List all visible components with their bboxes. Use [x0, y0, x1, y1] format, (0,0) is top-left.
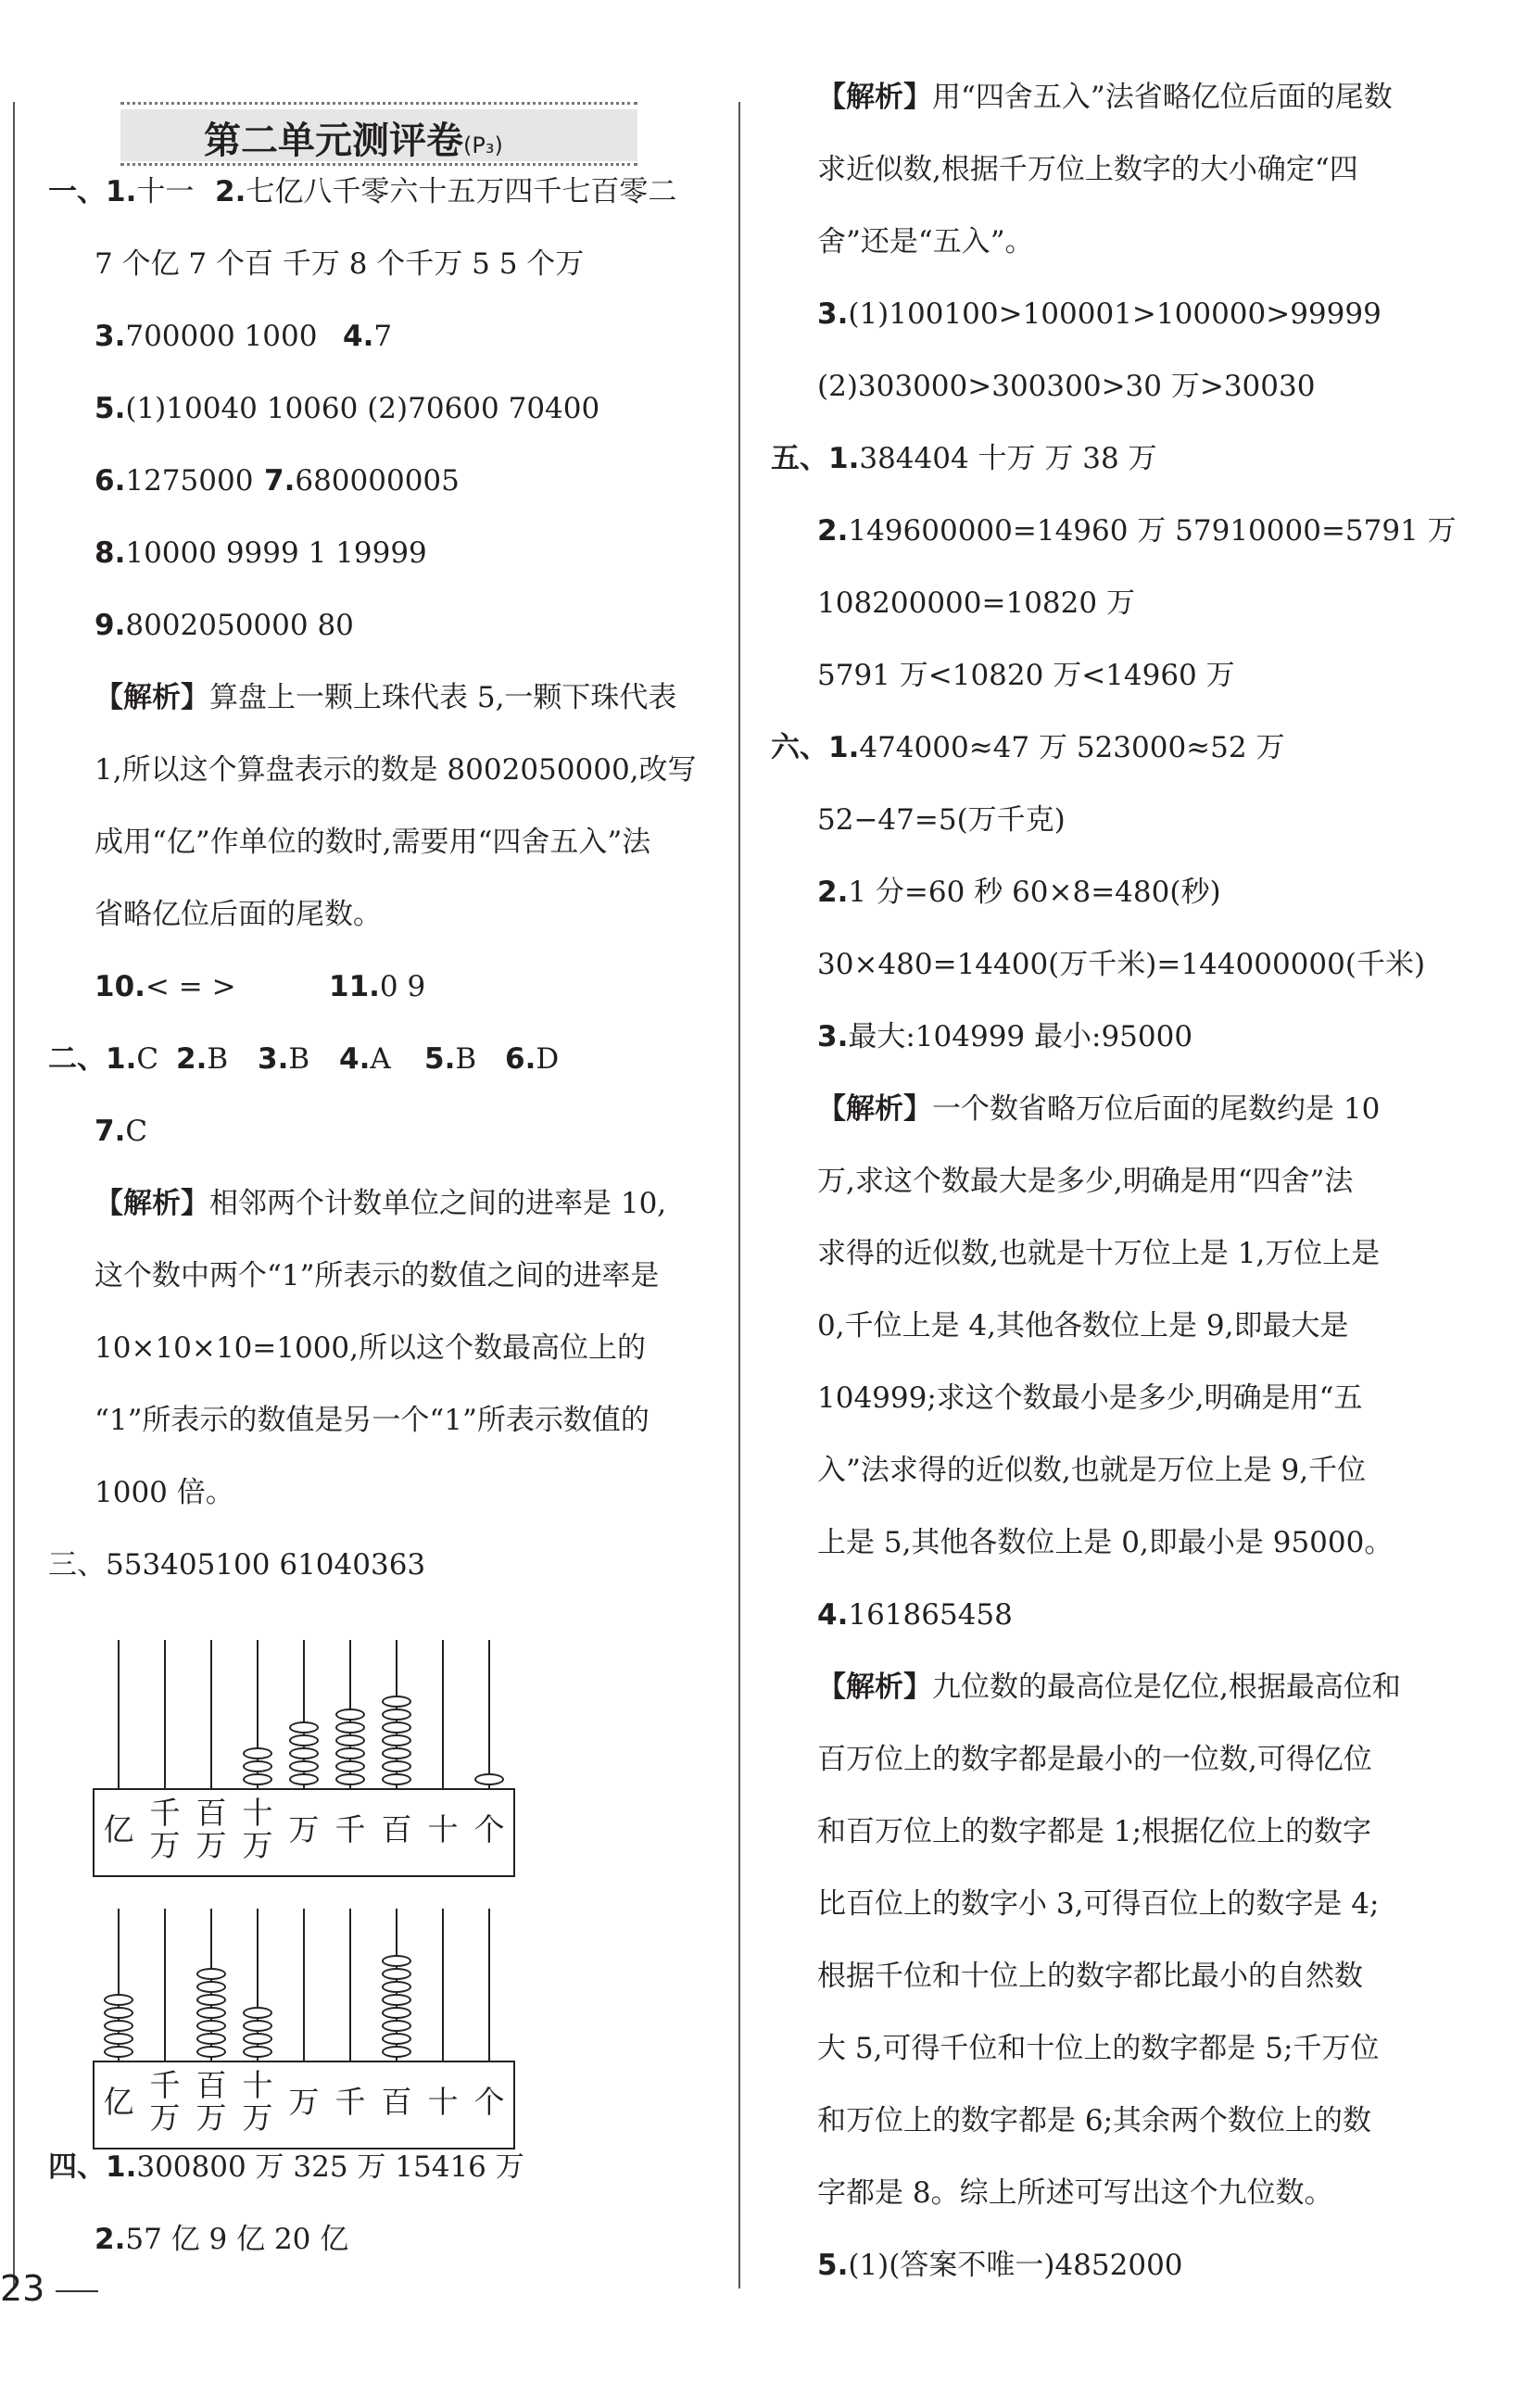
abacus-rod	[488, 1640, 490, 1788]
right-line	[817, 83, 1393, 112]
left-line	[95, 1187, 667, 1220]
line-text: “1”所表示的数值是另一个“1”所表示数值的	[95, 1404, 650, 1437]
line-text: B	[207, 1042, 229, 1076]
line-text: 149600000=14960 万 57910000=5791 万	[848, 514, 1457, 548]
abacus-bead	[196, 1994, 226, 2006]
line-text: 和万位上的数字都是 6;其余两个数位上的数	[817, 2104, 1372, 2137]
line-text: 104999;求这个数最小是多少,明确是用“五	[817, 1381, 1363, 1415]
abacus-bead	[382, 2046, 411, 2058]
abacus-rod	[210, 1640, 212, 1788]
item-number: 7.	[264, 464, 296, 498]
left-line	[95, 898, 382, 931]
item-number: 11.	[329, 970, 380, 1003]
title-sub: (P₃)	[463, 132, 503, 158]
line-text: 求近似数,根据千万位上数字的大小确定“四	[817, 153, 1358, 186]
item-number: 3.	[817, 297, 849, 331]
abacus-bead	[382, 1747, 411, 1759]
line-text: 384404 十万 万 38 万	[859, 442, 1157, 475]
right-line	[817, 1670, 1401, 1704]
place-value-label: 个	[473, 1811, 505, 1847]
line-text: 字都是 8。综上所述可写出这个九位数。	[817, 2176, 1333, 2210]
place-value-label: 百	[381, 1811, 412, 1847]
line-text: 万,求这个数最大是多少,明确是用“四舍”法	[817, 1165, 1354, 1198]
item-number: 六、1.	[771, 731, 860, 764]
right-line	[817, 153, 1358, 186]
line-text: 比百位上的数字小 3,可得百位上的数字是 4;	[817, 1887, 1380, 1921]
line-text: 108200000=10820 万	[817, 586, 1135, 620]
column-divider	[738, 102, 740, 2288]
right-line	[817, 1815, 1372, 1848]
left-line	[95, 322, 317, 351]
left-line	[95, 753, 697, 787]
abacus-rod	[118, 1640, 120, 1788]
line-text: 成用“亿”作单位的数时,需要用“四舍五入”法	[95, 826, 651, 859]
right-line	[817, 1167, 1353, 1196]
item-number: 7.	[95, 1115, 126, 1148]
line-text: B	[288, 1042, 310, 1076]
left-line	[95, 2225, 348, 2254]
line-text: 1,所以这个算盘表示的数是 8002050000,改写	[95, 753, 697, 787]
line-text: 161865458	[848, 1598, 1013, 1632]
abacus-rod	[303, 1909, 305, 2061]
right-line	[817, 2176, 1333, 2210]
abacus-bead	[289, 1747, 319, 1759]
item-number: 6.	[505, 1042, 536, 1076]
left-line	[95, 1259, 660, 1292]
item-number: 5.	[817, 2249, 849, 2282]
right-line	[817, 514, 1457, 548]
line-text: 上是 5,其他各数位上是 0,即最小是 95000。	[817, 1526, 1394, 1559]
abacus-rod	[164, 1640, 166, 1788]
line-text: 700000 1000	[125, 320, 318, 353]
line-text: 7	[373, 320, 393, 353]
line-text: 1275000	[125, 464, 254, 498]
abacus-bead	[289, 1721, 319, 1734]
abacus-bead	[289, 1734, 319, 1746]
item-number: 二、1.	[48, 1042, 137, 1076]
item-number: 3.	[817, 1020, 849, 1053]
abacus-bead	[243, 2007, 272, 2019]
abacus-bead	[243, 1773, 272, 1785]
page-number: 23	[0, 2268, 45, 2309]
abacus-bead	[289, 1773, 319, 1785]
abacus-bead	[335, 1708, 365, 1721]
abacus-rod	[442, 1640, 444, 1788]
abacus-bead	[104, 1994, 133, 2006]
abacus-bead	[382, 2020, 411, 2032]
abacus-bead	[382, 1773, 411, 1785]
item-number: 2.	[176, 1042, 208, 1076]
right-line	[817, 1962, 1363, 1991]
analysis-tag: 【解析】	[95, 681, 209, 714]
item-number: 6.	[95, 464, 126, 498]
right-line	[817, 372, 1315, 401]
right-line	[817, 803, 1066, 837]
place-value-label: 万	[288, 1811, 320, 1847]
left-line	[48, 1548, 426, 1582]
line-text: 5791 万<10820 万<14960 万	[817, 659, 1235, 692]
abacus-bead	[196, 2046, 226, 2058]
left-line	[339, 1042, 391, 1076]
place-value-label: 百万	[196, 1795, 227, 1863]
line-text: (1)100100>100001>100000>99999	[848, 297, 1382, 331]
line-text: 0,千位上是 4,其他各数位上是 9,即最大是	[817, 1309, 1349, 1343]
left-line	[95, 1331, 647, 1365]
right-line	[817, 2104, 1372, 2137]
line-text: 1 分=60 秒 60×8=480(秒)	[848, 876, 1221, 909]
left-line	[95, 611, 354, 640]
abacus-bead	[196, 2020, 226, 2032]
abacus-bead	[243, 2020, 272, 2032]
line-text: B	[455, 1042, 477, 1076]
right-line	[817, 586, 1135, 620]
abacus-bead	[243, 1760, 272, 1772]
line-text: 求得的近似数,也就是十万位上是 1,万位上是	[817, 1237, 1381, 1270]
abacus-bead	[382, 1994, 411, 2006]
left-line	[95, 464, 254, 498]
abacus-bead	[335, 1747, 365, 1759]
item-number: 2.	[817, 514, 849, 548]
item-number: 4.	[817, 1598, 849, 1632]
place-value-label: 千	[334, 1811, 366, 1847]
line-text: 这个数中两个“1”所表示的数值之间的进率是	[95, 1259, 660, 1292]
line-text: 省略亿位后面的尾数。	[95, 898, 382, 931]
line-text: 大 5,可得千位和十位上的数字都是 5;千万位	[817, 2032, 1380, 2065]
abacus-bead	[104, 2033, 133, 2045]
line-text: 相邻两个计数单位之间的进率是 10,	[209, 1187, 667, 1220]
abacus-bead	[382, 1955, 411, 1967]
place-value-label: 百万	[196, 2067, 227, 2136]
line-text: 10×10×10=1000,所以这个数最高位上的	[95, 1331, 647, 1365]
place-value-label: 十	[427, 2084, 459, 2120]
abacus-rod	[349, 1909, 351, 2061]
line-text: 300800 万 325 万 15416 万	[136, 2150, 524, 2184]
page-number-dash	[56, 2290, 98, 2292]
line-text: 百万位上的数字都是最小的一位数,可得亿位	[817, 1743, 1372, 1776]
right-line	[817, 2251, 1183, 2280]
left-line	[95, 970, 236, 1003]
right-line	[817, 1381, 1363, 1415]
line-text: C	[136, 1042, 159, 1076]
abacus-bead	[382, 1734, 411, 1746]
place-value-label: 万	[288, 2084, 320, 2120]
line-text: 0 9	[379, 970, 426, 1003]
abacus-bead	[382, 1968, 411, 1980]
item-number: 四、1.	[48, 2150, 137, 2184]
place-value-label: 百	[381, 2084, 412, 2120]
abacus-bead	[382, 1708, 411, 1721]
line-text: A	[370, 1042, 391, 1076]
left-line	[343, 322, 392, 351]
abacus-bead	[243, 2046, 272, 2058]
abacus-bead	[382, 1760, 411, 1772]
right-line	[817, 659, 1235, 692]
place-value-label: 千万	[149, 2067, 181, 2136]
left-line	[329, 970, 426, 1003]
line-text: < = >	[145, 970, 236, 1003]
abacus-bead	[196, 2007, 226, 2019]
line-text: 1000 倍。	[95, 1476, 234, 1509]
abacus-bead	[335, 1721, 365, 1734]
item-number: 3.	[95, 320, 126, 353]
left-line	[95, 681, 677, 714]
abacus-bead	[474, 1773, 504, 1785]
left-line	[258, 1042, 310, 1076]
left-line	[215, 175, 677, 208]
place-value-label: 亿	[103, 1811, 134, 1847]
line-text: 10000 9999 1 19999	[125, 536, 427, 570]
right-line	[817, 1092, 1381, 1126]
line-text: 最大:104999 最小:95000	[848, 1020, 1193, 1053]
right-line	[817, 1887, 1380, 1921]
item-number: 10.	[95, 970, 145, 1003]
left-line	[48, 1042, 159, 1076]
section-title	[120, 102, 637, 165]
line-text: 舍”还是“五入”。	[817, 225, 1034, 258]
right-line	[817, 2032, 1380, 2065]
abacus-bead	[243, 2033, 272, 2045]
right-line	[817, 1456, 1366, 1485]
analysis-tag: 【解析】	[817, 81, 932, 114]
item-number: 五、1.	[771, 442, 860, 475]
line-text: 用“四舍五入”法省略亿位后面的尾数	[932, 81, 1393, 114]
abacus-bead	[382, 1981, 411, 1993]
left-line	[95, 1476, 234, 1509]
line-text: 57 亿 9 亿 20 亿	[125, 2223, 349, 2256]
abacus-rod	[164, 1909, 166, 2061]
right-line	[817, 878, 1221, 907]
item-number: 4.	[343, 320, 374, 353]
place-value-label: 千	[334, 2084, 366, 2120]
left-line	[505, 1042, 560, 1076]
left-margin-rule	[13, 102, 15, 2288]
item-number: 3.	[258, 1042, 289, 1076]
item-number: 9.	[95, 609, 126, 642]
left-line	[95, 828, 650, 857]
place-value-label: 个	[473, 2084, 505, 2120]
abacus-bead	[335, 1760, 365, 1772]
analysis-tag: 【解析】	[817, 1092, 932, 1126]
item-number: 5.	[95, 392, 126, 425]
right-line	[817, 948, 1426, 981]
right-line	[817, 1309, 1349, 1343]
line-text: 根据千位和十位上的数字都比最小的自然数	[817, 1960, 1363, 1993]
abacus-bead	[289, 1760, 319, 1772]
left-line	[48, 2150, 524, 2184]
left-line	[95, 392, 600, 425]
line-text: 7 个亿 7 个百 千万 8 个千万 5 5 个万	[95, 247, 585, 281]
analysis-tag: 【解析】	[95, 1187, 209, 1220]
place-value-label: 十万	[242, 1795, 273, 1863]
abacus-bead	[243, 1747, 272, 1759]
line-text: 三、553405100 61040363	[48, 1548, 426, 1582]
left-line	[176, 1042, 229, 1076]
right-line	[817, 1598, 1013, 1632]
abacus-bead	[104, 2020, 133, 2032]
item-number: 2.	[215, 175, 246, 208]
place-value-label: 十	[427, 1811, 459, 1847]
abacus-bead	[382, 2033, 411, 2045]
place-value-label: 亿	[103, 2084, 134, 2120]
abacus-bead	[104, 2007, 133, 2019]
title-main: 第二单元测评卷	[204, 120, 463, 162]
line-text: 680000005	[295, 464, 460, 498]
place-value-label: 十万	[242, 2067, 273, 2136]
line-text: 和百万位上的数字都是 1;根据亿位上的数字	[817, 1815, 1372, 1848]
line-text: 算盘上一颗上珠代表 5,一颗下珠代表	[209, 681, 677, 714]
abacus-bead	[382, 1696, 411, 1708]
item-number: 5.	[424, 1042, 456, 1076]
item-number: 2.	[817, 876, 849, 909]
left-line	[95, 247, 585, 281]
item-number: 8.	[95, 536, 126, 570]
line-text: C	[125, 1115, 148, 1148]
analysis-tag: 【解析】	[817, 1670, 932, 1704]
item-number: 2.	[95, 2223, 126, 2256]
line-text: 十一	[136, 175, 195, 208]
abacus-bead	[335, 1773, 365, 1785]
abacus-bead	[104, 2046, 133, 2058]
abacus-bead	[382, 1721, 411, 1734]
left-line	[95, 536, 427, 570]
place-value-label: 千万	[149, 1795, 181, 1863]
line-text: (1)10040 10060 (2)70600 70400	[125, 392, 600, 425]
line-text: 九位数的最高位是亿位,根据最高位和	[932, 1670, 1401, 1704]
left-line	[424, 1042, 477, 1076]
line-text: D	[536, 1042, 560, 1076]
abacus-bead	[196, 1981, 226, 1993]
left-line	[264, 464, 460, 498]
abacus-bead	[382, 2007, 411, 2019]
right-line	[817, 297, 1382, 331]
line-text: (2)303000>300300>30 万>30030	[817, 370, 1316, 403]
line-text: 52−47=5(万千克)	[817, 803, 1066, 837]
right-line	[817, 1743, 1372, 1776]
line-text: 30×480=14400(万千米)=144000000(千米)	[817, 948, 1426, 981]
abacus-bead	[196, 2033, 226, 2045]
line-text: (1)(答案不唯一)4852000	[848, 2249, 1183, 2282]
item-number: 4.	[339, 1042, 371, 1076]
abacus-rod	[442, 1909, 444, 2061]
abacus-bead	[335, 1734, 365, 1746]
right-line	[771, 442, 1157, 475]
left-line	[95, 1117, 147, 1146]
right-line	[817, 1526, 1394, 1559]
item-number: 一、1.	[48, 175, 137, 208]
line-text: 入”法求得的近似数,也就是万位上是 9,千位	[817, 1454, 1367, 1487]
right-line	[771, 731, 1285, 764]
line-text: 一个数省略万位后面的尾数约是 10	[932, 1092, 1381, 1126]
left-line	[48, 175, 195, 208]
line-text: 8002050000 80	[125, 609, 354, 642]
abacus-rod	[488, 1909, 490, 2061]
right-line	[817, 1020, 1193, 1053]
abacus-bead	[196, 1968, 226, 1980]
line-text: 474000≈47 万 523000≈52 万	[859, 731, 1285, 764]
right-line	[817, 225, 1034, 258]
line-text: 七亿八千零六十五万四千七百零二	[246, 175, 677, 208]
right-line	[817, 1237, 1381, 1270]
left-line	[95, 1406, 650, 1435]
